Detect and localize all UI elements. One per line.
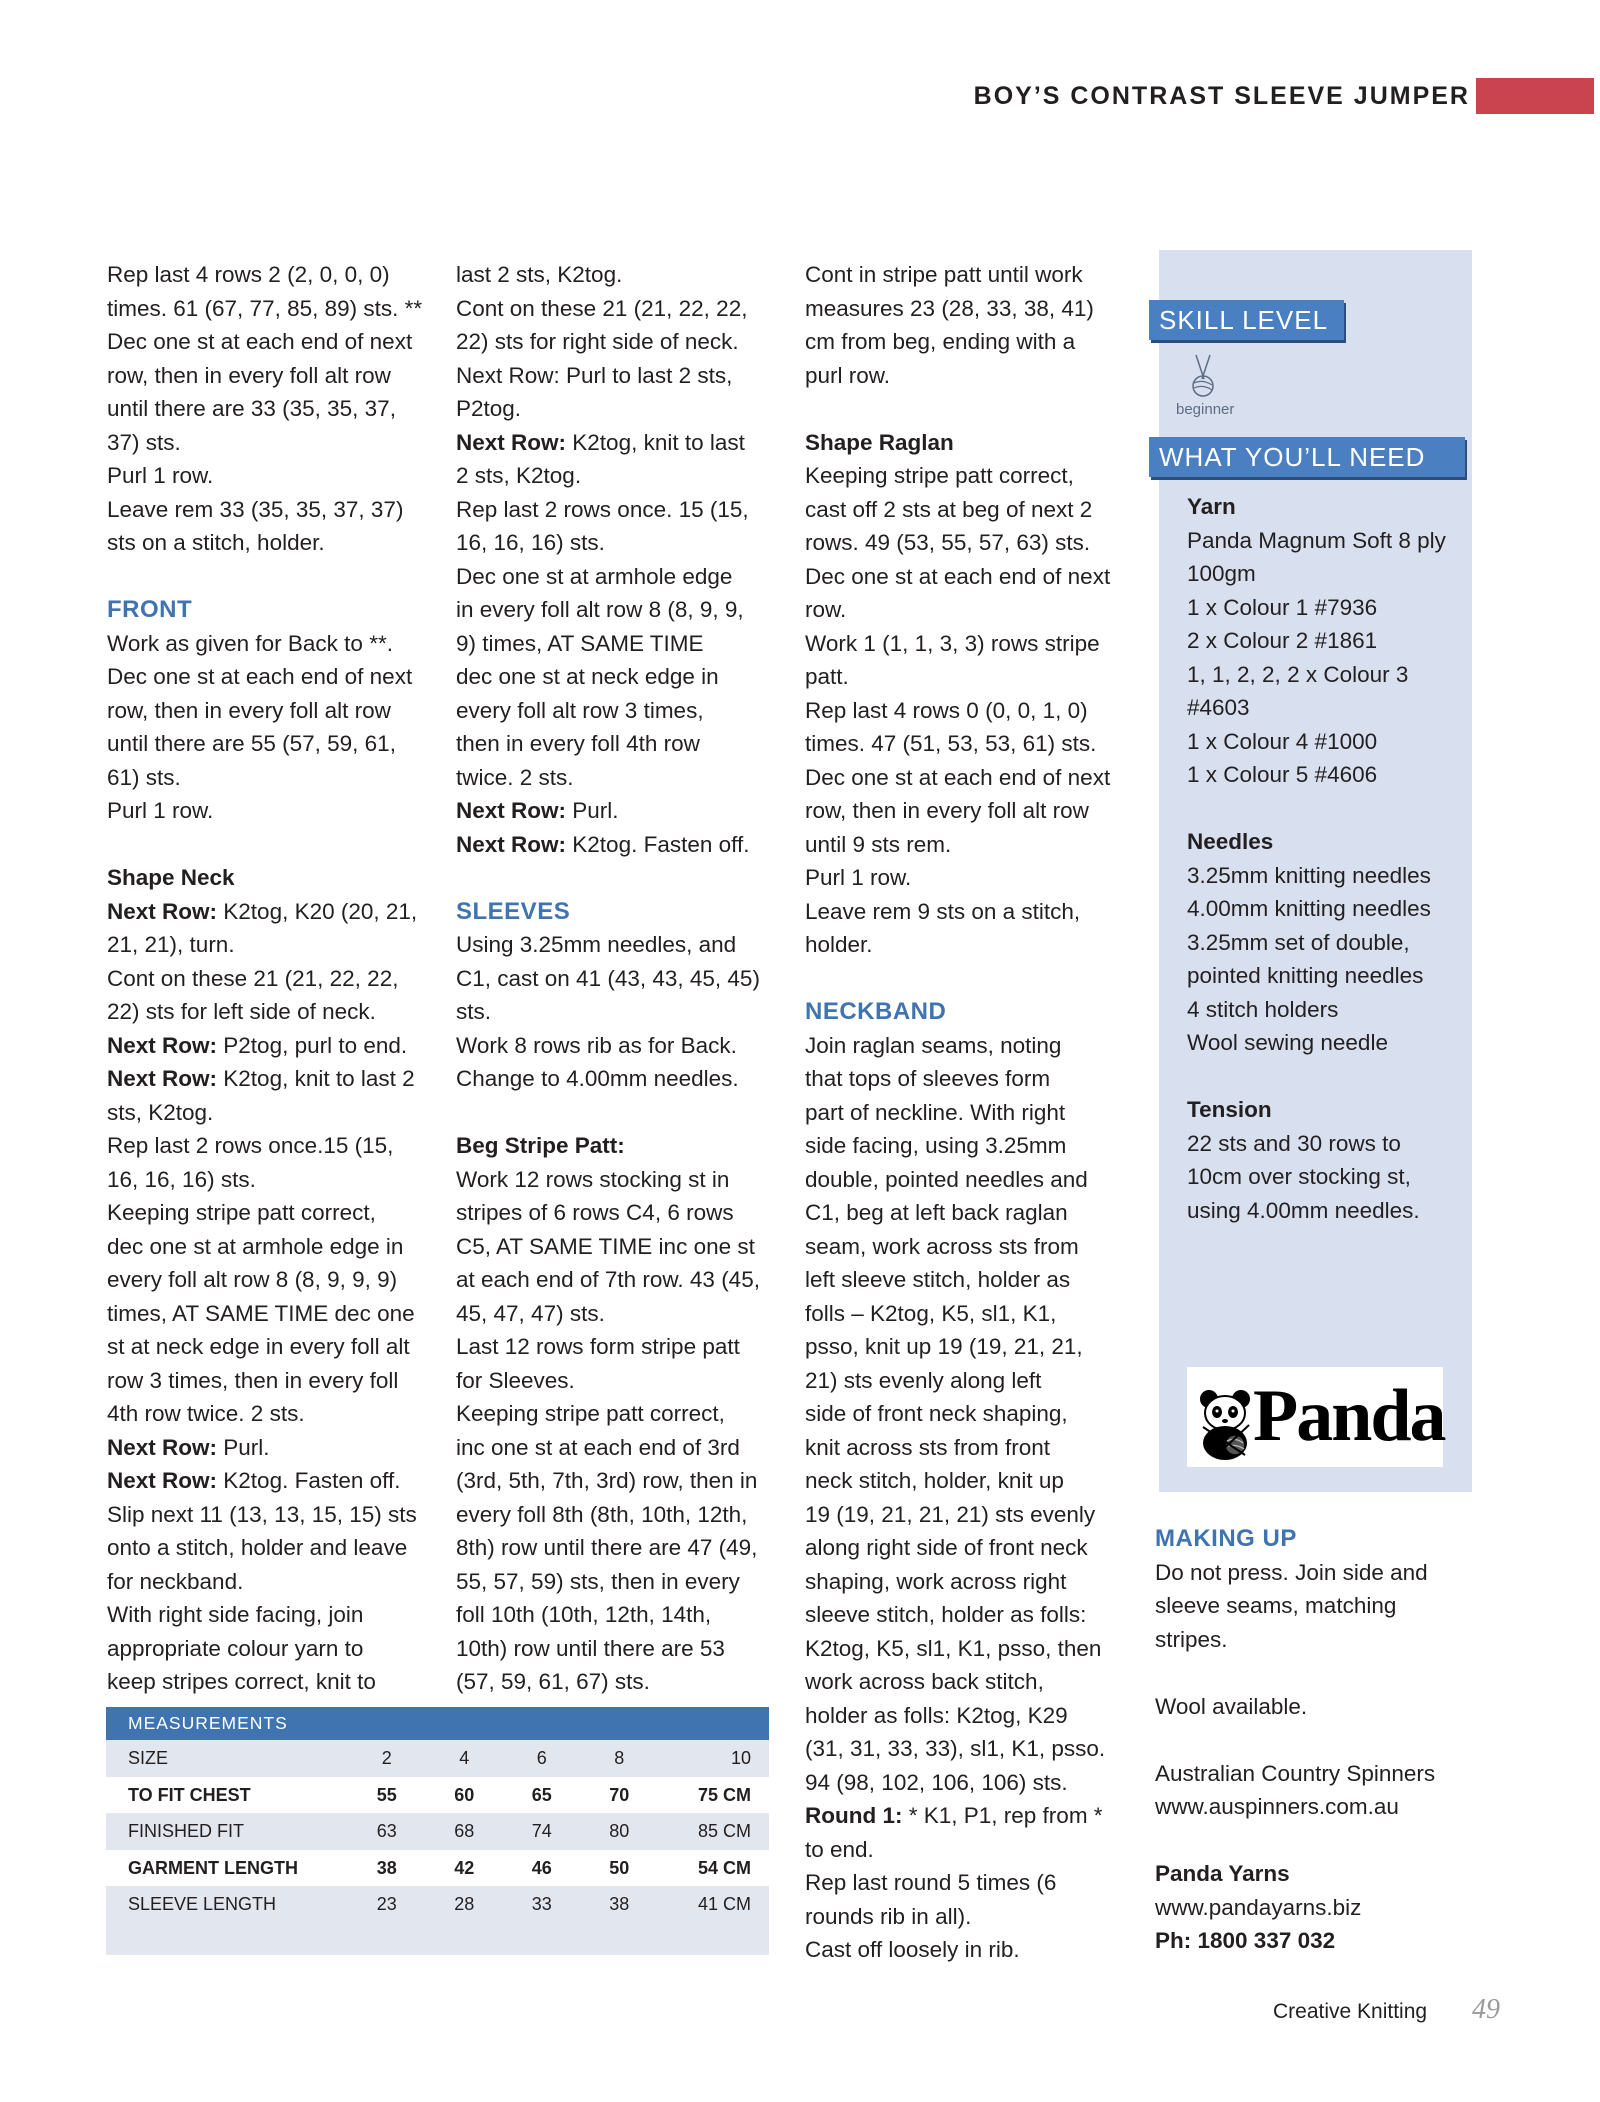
- text-line: left sleeve stitch, holder as: [805, 1267, 1071, 1292]
- yarn-item: 100gm: [1187, 561, 1256, 586]
- text-line: 10th) row until there are 53: [456, 1635, 725, 1661]
- next-row-label: Next Row:: [456, 429, 567, 455]
- yarn-item: 1 x Colour 1 #7936: [1187, 594, 1378, 620]
- yarn-item: 2 x Colour 2 #1861: [1187, 628, 1378, 653]
- text-line: seam, work across sts from: [805, 1233, 1079, 1259]
- text-line: 37) sts.: [107, 429, 181, 455]
- magazine-name: Creative Knitting: [1273, 2000, 1428, 2023]
- text-line: dec one st at armhole edge in: [107, 1233, 404, 1259]
- text-line: Next Row: K2tog, knit to last: [456, 429, 745, 455]
- text-line: at each end of 7th row. 43 (45,: [456, 1267, 760, 1292]
- text-line: row, then in every foll alt row: [107, 362, 391, 388]
- text-line: appropriate colour yarn to: [107, 1635, 364, 1661]
- text-line: holder.: [805, 932, 873, 957]
- text-line: until 9 sts rem.: [805, 831, 952, 857]
- text-line: stripes of 6 rows C4, 6 rows: [456, 1200, 734, 1225]
- pattern-column-3: [805, 258, 1135, 1967]
- yarn-item: 1, 1, 2, 2, 2 x Colour 3: [1187, 661, 1409, 687]
- needles-item: 4 stitch holders: [1187, 996, 1339, 1022]
- needles-item: 3.25mm knitting needles: [1187, 862, 1431, 888]
- text-line: 4th row twice. 2 sts.: [107, 1401, 305, 1426]
- yarn-item: 1 x Colour 4 #1000: [1187, 728, 1378, 754]
- text-line: until there are 55 (57, 59, 61,: [107, 731, 396, 756]
- text-line: (3rd, 5th, 7th, 3rd) row, then in: [456, 1468, 758, 1493]
- text-line: Next Row: K2tog, K20 (20, 21,: [107, 898, 418, 924]
- text-line: Dec one st at each end of next: [805, 563, 1111, 589]
- text-line: Next Row: Purl to last 2 sts,: [456, 362, 733, 388]
- text-line: that tops of sleeves form: [805, 1066, 1051, 1091]
- section-heading-neckband: NECKBAND: [805, 998, 947, 1025]
- table-cell: 41 CM: [697, 1894, 751, 1914]
- row-label: SIZE: [128, 1748, 169, 1768]
- supplier-url: www.auspinners.com.au: [1155, 1794, 1399, 1819]
- text-line: row, then in every foll alt row: [805, 798, 1089, 823]
- text-line: onto a stitch, holder and leave: [107, 1535, 408, 1560]
- supplier-name: Australian Country Spinners: [1155, 1760, 1436, 1786]
- text-line: (31, 31, 33, 33), sl1, K1, psso.: [805, 1736, 1106, 1761]
- table-cell: 8: [614, 1748, 625, 1768]
- skill-level-label: SKILL LEVEL: [1149, 300, 1344, 340]
- text-line: 2 sts, K2tog.: [456, 463, 582, 488]
- text-line: 61) sts.: [107, 764, 181, 790]
- text-line: Cont on these 21 (21, 22, 22,: [107, 965, 399, 991]
- text-line: Rep last 4 rows 2 (2, 0, 0, 0): [107, 262, 390, 287]
- page-header-title: BOY’S CONTRAST SLEEVE JUMPER: [973, 82, 1470, 110]
- text-line: Dec one st at each end of next: [805, 764, 1111, 790]
- text-line: last 2 sts, K2tog.: [456, 262, 623, 287]
- text-line: (57, 59, 61, 67) sts.: [456, 1669, 650, 1694]
- text-line: 8th) row until there are 47 (49,: [456, 1535, 758, 1560]
- text-line: C5, AT SAME TIME inc one st: [456, 1233, 755, 1259]
- text-line: Cont on these 21 (21, 22, 22,: [456, 295, 748, 321]
- text-line: P2tog.: [456, 396, 522, 421]
- text-line: Keeping stripe patt correct,: [805, 463, 1074, 488]
- next-row-label: Next Row:: [456, 798, 567, 823]
- needles-item: 4.00mm knitting needles: [1187, 896, 1431, 921]
- supplier-phone: Ph: 1800 337 032: [1155, 1928, 1336, 1953]
- row-label: FINISHED FIT: [128, 1821, 244, 1841]
- subheading-stripe-patt: Beg Stripe Patt:: [456, 1133, 625, 1158]
- table-cell: 50: [609, 1857, 630, 1878]
- table-cell: 75 CM: [697, 1784, 751, 1805]
- table-cell: 38: [376, 1857, 397, 1878]
- skill-level-value: beginner: [1176, 401, 1235, 418]
- text-line: cm from beg, ending with a: [805, 329, 1076, 354]
- text-line: times, AT SAME TIME dec one: [107, 1300, 415, 1326]
- text-line: neck stitch, holder, knit up: [805, 1468, 1064, 1493]
- text-line: Rep last round 5 times (6: [805, 1870, 1057, 1895]
- needles-heading: Needles: [1187, 829, 1274, 854]
- supplier-url: www.pandayarns.biz: [1155, 1894, 1362, 1920]
- row-label: TO FIT CHEST: [128, 1784, 251, 1805]
- next-row-label: Next Row:: [456, 831, 567, 857]
- text-line: row, then in every foll alt row: [107, 697, 391, 723]
- table-cell: 85 CM: [697, 1821, 751, 1841]
- subheading-shape-raglan: Shape Raglan: [805, 429, 954, 455]
- text-line: Using 3.25mm needles, and: [456, 932, 737, 957]
- text-line: stripes.: [1155, 1626, 1228, 1652]
- text-line: part of neckline. With right: [805, 1099, 1066, 1125]
- table-cell: 63: [376, 1821, 397, 1841]
- text-line: keep stripes correct, knit to: [107, 1669, 376, 1694]
- yarn-ball-icon: [1188, 353, 1218, 401]
- text-line: Work 12 rows stocking st in: [456, 1166, 730, 1192]
- materials-list: [1187, 490, 1446, 1227]
- table-cell: 68: [454, 1821, 475, 1841]
- panda-logo-text: Panda: [1253, 1375, 1445, 1457]
- text-line: then in every foll 4th row: [456, 731, 700, 756]
- text-line: 94 (98, 102, 106, 106) sts.: [805, 1769, 1068, 1795]
- pattern-column-1: [107, 258, 437, 1699]
- header-accent-bar: [1476, 78, 1594, 114]
- table-row: [106, 1850, 769, 1887]
- table-footer: [106, 1923, 769, 1955]
- text-line: Next Row: K2tog, knit to last 2: [107, 1066, 415, 1091]
- next-row-label: Next Row:: [107, 1468, 218, 1493]
- text-line: folls – K2tog, K5, sl1, K1,: [805, 1300, 1057, 1326]
- text-line: Next Row: Purl.: [456, 798, 619, 823]
- text-line: every foll alt row 3 times,: [456, 697, 704, 723]
- text-line: purl row.: [805, 362, 891, 388]
- text-line: side of front neck shaping,: [805, 1401, 1068, 1426]
- text-line: sleeve seams, matching: [1155, 1593, 1397, 1618]
- text-line: Work 8 rows rib as for Back.: [456, 1032, 737, 1058]
- supplier-name: Panda Yarns: [1155, 1861, 1290, 1886]
- tension-heading: Tension: [1187, 1097, 1272, 1122]
- section-heading-front: FRONT: [107, 596, 193, 623]
- table-cell: 6: [536, 1748, 547, 1768]
- pattern-column-2: [456, 258, 786, 1699]
- table-cell: 4: [459, 1748, 470, 1768]
- text-line: Purl 1 row.: [107, 798, 214, 823]
- needles-item: pointed knitting needles: [1187, 963, 1424, 988]
- tension-item: 10cm over stocking st,: [1187, 1164, 1411, 1189]
- table-cell: 10: [730, 1748, 751, 1768]
- text-line: sts.: [456, 999, 492, 1024]
- needles-item: Wool sewing needle: [1187, 1030, 1388, 1055]
- table-row: [106, 1777, 769, 1814]
- table-cell: 2: [381, 1748, 392, 1768]
- table-cell: 55: [376, 1784, 397, 1805]
- text-line: Work as given for Back to **.: [107, 630, 393, 656]
- text-line: knit across sts from front: [805, 1434, 1051, 1460]
- text-line: K2tog, K5, sl1, K1, psso, then: [805, 1635, 1102, 1661]
- subheading-shape-neck: Shape Neck: [107, 865, 235, 890]
- text-line: Cast off loosely in rib.: [805, 1937, 1020, 1962]
- needles-item: 3.25mm set of double,: [1187, 929, 1410, 955]
- text-line: Next Row: Purl.: [107, 1434, 270, 1460]
- text-line: 9) times, AT SAME TIME: [456, 630, 704, 656]
- text-line: Join raglan seams, noting: [805, 1032, 1062, 1058]
- table-cell: 46: [531, 1857, 552, 1878]
- text-line: sleeve stitch, holder as folls:: [805, 1602, 1087, 1627]
- text-line: 21) sts evenly along left: [805, 1367, 1042, 1393]
- text-line: dec one st at neck edge in: [456, 664, 719, 689]
- text-line: Last 12 rows form stripe patt: [456, 1334, 740, 1359]
- panda-logo: [1187, 1367, 1443, 1467]
- text-line: Cont in stripe patt until work: [805, 262, 1083, 287]
- table-row: [106, 1813, 769, 1850]
- text-line: C1, cast on 41 (43, 43, 45, 45): [456, 965, 760, 991]
- text-line: psso, knit up 19 (19, 21, 21,: [805, 1334, 1083, 1359]
- next-row-label: Next Row:: [107, 898, 218, 924]
- text-line: Next Row: P2tog, purl to end.: [107, 1032, 408, 1058]
- table-cell: 74: [531, 1821, 552, 1841]
- text-line: Keeping stripe patt correct,: [107, 1200, 376, 1225]
- text-line: times. 47 (51, 53, 53, 61) sts.: [805, 731, 1097, 756]
- text-line: side facing, using 3.25mm: [805, 1133, 1067, 1158]
- text-line: Change to 4.00mm needles.: [456, 1066, 739, 1091]
- text-line: every foll 8th (8th, 10th, 12th,: [456, 1501, 748, 1527]
- yarn-heading: Yarn: [1187, 494, 1236, 519]
- text-line: Dec one st at each end of next: [107, 664, 413, 689]
- text-line: Rep last 2 rows once.15 (15,: [107, 1133, 394, 1158]
- text-line: for neckband.: [107, 1568, 244, 1594]
- text-line: Rep last 2 rows once. 15 (15,: [456, 496, 749, 522]
- text-line: rounds rib in all).: [805, 1903, 972, 1929]
- text-line: Slip next 11 (13, 13, 15, 15) sts: [107, 1501, 417, 1527]
- text-line: along right side of front neck: [805, 1535, 1088, 1560]
- text-line: twice. 2 sts.: [456, 764, 574, 790]
- text-line: to end.: [805, 1836, 874, 1862]
- tension-item: using 4.00mm needles.: [1187, 1197, 1420, 1223]
- text-line: 19 (19, 21, 21, 21) sts evenly: [805, 1501, 1096, 1527]
- next-row-label: Next Row:: [107, 1066, 218, 1091]
- tension-item: 22 sts and 30 rows to: [1187, 1130, 1401, 1156]
- text-line: inc one st at each end of 3rd: [456, 1434, 740, 1460]
- text-line: work across back stitch,: [805, 1669, 1044, 1694]
- what-you-need-label: WHAT YOU’LL NEED: [1149, 437, 1465, 477]
- table-row: [106, 1740, 769, 1777]
- text-line: times. 61 (67, 77, 85, 89) sts. **: [107, 295, 423, 321]
- text-line: cast off 2 sts at beg of next 2: [805, 496, 1093, 522]
- text-line: every foll alt row 8 (8, 9, 9, 9): [107, 1267, 398, 1292]
- section-heading-making-up: MAKING UP: [1155, 1525, 1297, 1552]
- text-line: Leave rem 9 sts on a stitch,: [805, 898, 1081, 924]
- text-line: sts, K2tog.: [107, 1099, 214, 1125]
- text-line: shaping, work across right: [805, 1568, 1067, 1594]
- table-cell: 65: [531, 1784, 552, 1805]
- text-line: With right side facing, join: [107, 1602, 364, 1627]
- text-line: row 3 times, then in every foll: [107, 1367, 399, 1393]
- page-number: 49: [1472, 1994, 1500, 2025]
- table-cell: 42: [454, 1857, 475, 1878]
- making-up-column: [1155, 1522, 1485, 1958]
- text-line: Rep last 4 rows 0 (0, 0, 1, 0): [805, 697, 1088, 723]
- yarn-item: Panda Magnum Soft 8 ply: [1187, 527, 1446, 553]
- text-line: 55, 57, 59) sts, then in every: [456, 1568, 740, 1594]
- text-line: row.: [805, 597, 847, 622]
- text-line: Work 1 (1, 1, 3, 3) rows stripe: [805, 630, 1100, 656]
- text-line: Keeping stripe patt correct,: [456, 1401, 725, 1426]
- table-cell: 28: [454, 1894, 475, 1914]
- next-row-label: Next Row:: [107, 1434, 218, 1460]
- measurements-title: MEASUREMENTS: [106, 1707, 769, 1740]
- text-line: Purl 1 row.: [107, 463, 214, 488]
- yarn-item: 1 x Colour 5 #4606: [1187, 762, 1378, 787]
- text-line: C1, beg at left back raglan: [805, 1200, 1068, 1225]
- text-line: 16, 16, 16) sts.: [456, 530, 605, 555]
- next-row-label: Next Row:: [107, 1032, 218, 1058]
- table-cell: 23: [376, 1894, 397, 1914]
- text-line: foll 10th (10th, 12th, 14th,: [456, 1602, 712, 1627]
- text-line: double, pointed needles and: [805, 1166, 1088, 1192]
- section-heading-sleeves: SLEEVES: [456, 897, 571, 925]
- table-cell: 60: [454, 1784, 475, 1805]
- text-line: Next Row: K2tog. Fasten off.: [456, 831, 750, 857]
- text-line: patt.: [805, 664, 849, 689]
- table-cell: 38: [609, 1894, 630, 1914]
- table-cell: 70: [609, 1784, 630, 1805]
- text-line: st at neck edge in every foll alt: [107, 1334, 410, 1359]
- text-line: rows. 49 (53, 55, 57, 63) sts.: [805, 530, 1091, 555]
- table-cell: 33: [531, 1894, 552, 1914]
- table-row: [106, 1886, 769, 1923]
- text-line: measures 23 (28, 33, 38, 41): [805, 295, 1094, 321]
- text-line: sts on a stitch, holder.: [107, 530, 325, 555]
- text-line: Do not press. Join side and: [1155, 1559, 1428, 1585]
- wool-available-note: Wool available.: [1155, 1693, 1308, 1719]
- text-line: Next Row: K2tog. Fasten off.: [107, 1468, 401, 1493]
- text-line: 22) sts for right side of neck.: [456, 329, 739, 354]
- text-line: 45, 47, 47) sts.: [456, 1300, 605, 1326]
- text-line: in every foll alt row 8 (8, 9, 9,: [456, 597, 744, 622]
- measurements-table: [106, 1707, 769, 1955]
- text-line: holder as folls: K2tog, K29: [805, 1702, 1068, 1728]
- round-1-label: Round 1:: [805, 1803, 903, 1828]
- text-line: Leave rem 33 (35, 35, 37, 37): [107, 496, 404, 522]
- text-line: Round 1: * K1, P1, rep from *: [805, 1803, 1103, 1828]
- table-cell: 54 CM: [697, 1857, 751, 1878]
- text-line: Dec one st at armhole edge: [456, 563, 733, 589]
- text-line: 16, 16, 16) sts.: [107, 1166, 256, 1192]
- yarn-item: #4603: [1187, 695, 1250, 720]
- text-line: 21, 21), turn.: [107, 932, 235, 957]
- row-label: GARMENT LENGTH: [128, 1857, 298, 1878]
- text-line: 22) sts for left side of neck.: [107, 999, 376, 1024]
- text-line: until there are 33 (35, 35, 37,: [107, 396, 396, 421]
- table-cell: 80: [609, 1821, 630, 1841]
- text-line: Purl 1 row.: [805, 865, 912, 890]
- text-line: for Sleeves.: [456, 1367, 575, 1393]
- text-line: Dec one st at each end of next: [107, 329, 413, 354]
- row-label: SLEEVE LENGTH: [128, 1894, 277, 1914]
